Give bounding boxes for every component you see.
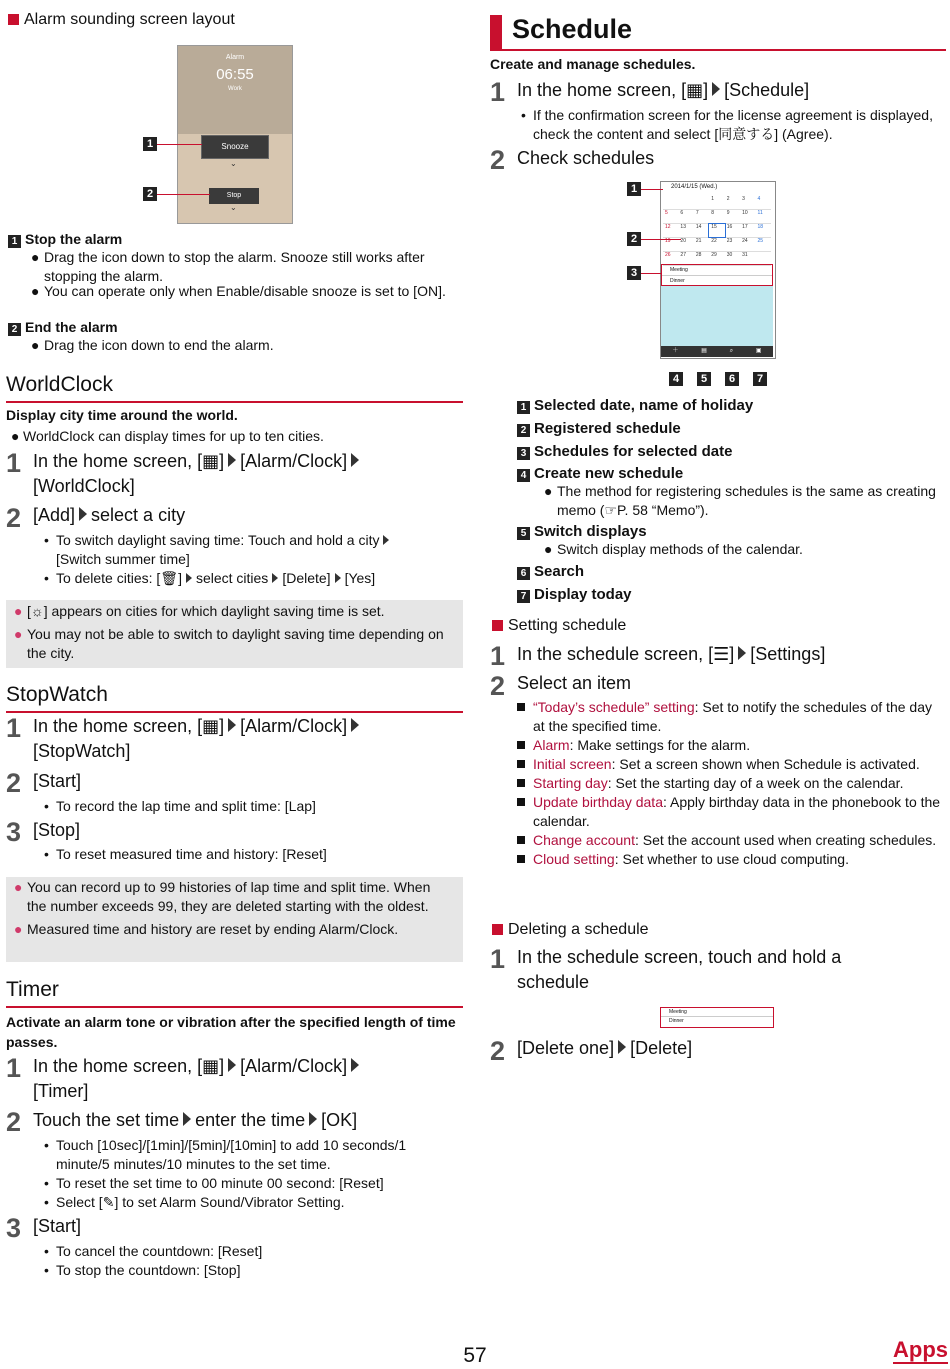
apps-icon: ▦ [686, 80, 704, 100]
alarm-layout-heading: Alarm sounding screen layout [8, 11, 235, 29]
switch-display-icon[interactable]: ▤ [701, 348, 707, 354]
page-reference-icon: ☞ [604, 502, 618, 518]
event-item[interactable]: Meeting [662, 265, 772, 276]
menu-icon: ☰ [713, 644, 730, 664]
step-number: 1 [490, 77, 506, 107]
callout-stop-bullet: ● You can operate only when Enable/disable snooze is set to [ON]. [31, 283, 446, 299]
stopwatch-step3-bullet: • To reset measured time and history: [Reset] [44, 846, 327, 862]
calendar-day[interactable] [678, 196, 693, 209]
callout-2: 2 Registered schedule [517, 419, 681, 439]
timer-step2-bullet: • Select [✎] to set Alarm Sound/Vibrator Setting. [44, 1194, 345, 1210]
callout-stop-bullet: ● Drag the icon down to stop the alarm. Snooze still works after stopping the alarm. [31, 249, 425, 284]
callout-3: 3 Schedules for selected date [517, 442, 732, 462]
apps-icon: ▦ [202, 716, 220, 736]
empty-area [661, 286, 773, 346]
calendar-day[interactable]: 5 [665, 210, 668, 216]
callout-line [641, 273, 661, 274]
timer-step3-bullet: • To cancel the countdown: [Reset] [44, 1243, 263, 1259]
calendar-day[interactable]: 24 [742, 238, 748, 244]
schedule-title: Schedule [512, 14, 633, 44]
step-number: 3 [6, 1213, 22, 1243]
calendar-day[interactable]: 3 [742, 196, 745, 202]
callout-line [641, 189, 663, 190]
setting-item: Change account: Set the account used when creating schedules. [533, 831, 946, 850]
calendar-day[interactable]: 25 [757, 238, 764, 244]
calendar-day[interactable]: 21 [695, 238, 702, 244]
callout-badge-1: 1 [8, 235, 21, 248]
step-number: 3 [6, 817, 22, 847]
add-icon[interactable]: ＋ [672, 348, 679, 354]
page-number: 57 [463, 1344, 487, 1367]
step-number: 1 [6, 1053, 22, 1083]
callout-4-bullet: ● The method for registering schedules is the same as creating memo (☞P. 58 “Memo”). [544, 483, 936, 518]
timer-step3: [Start] [33, 1216, 82, 1236]
calendar-day[interactable]: 20 [680, 238, 686, 244]
step-number: 1 [490, 944, 506, 974]
calendar-day[interactable]: 15 [709, 224, 724, 237]
schedule-list-image [660, 1007, 774, 1028]
schedule-step1: In the home screen, [▦] [Schedule] [517, 80, 810, 100]
alarm-screen-label: Alarm [225, 54, 245, 61]
callout-5: 5 Switch displays [517, 522, 647, 542]
callout-6: 6 Search [517, 562, 584, 582]
callout-end-title: 2 End the alarm [8, 319, 118, 336]
calendar-day[interactable]: 6 [680, 210, 684, 216]
calendar-day[interactable]: 2 [726, 196, 730, 202]
alarm-screen-sub: Work [228, 86, 242, 92]
stopwatch-heading: StopWatch [6, 683, 463, 713]
callout-badge-4: 4 [669, 372, 683, 386]
setting-item: “Today’s schedule” setting: Set to notify the schedules of the day at the specified time. [533, 698, 946, 736]
calendar-toolbar [661, 346, 773, 357]
step-number: 2 [490, 671, 506, 701]
calendar-day[interactable]: 9 [726, 210, 730, 216]
schedule-lead: Create and manage schedules. [490, 56, 696, 72]
setting-item: Cloud setting: Set whether to use cloud computing. [533, 850, 946, 869]
timer-step1: In the home screen, [▦] [Alarm/Clock] [Timer] [33, 1054, 453, 1104]
section-label: Apps [893, 1337, 948, 1362]
schedule-step1-bullet: • If the confirmation screen for the license agreement is displayed, check the content and select [同意する] (Agree). [521, 107, 933, 142]
stopwatch-note: ● You can record up to 99 histories of lap time and split time. When the number exceeds 99, they are deleted starting with the oldest. ● Measured time and history are reset by ending Alarm/Clock. [6, 877, 463, 962]
calendar-day[interactable]: 31 [742, 252, 748, 258]
timer-heading: Timer [6, 978, 463, 1008]
worldclock-step2: [Add] select a city [33, 505, 186, 525]
stopwatch-step2-bullet: • To record the lap time and split time: [Lap] [44, 798, 316, 814]
calendar-day[interactable]: 11 [757, 210, 763, 216]
calendar-day[interactable]: 12 [665, 224, 671, 230]
calendar-day[interactable]: 8 [711, 210, 715, 216]
sun-icon: ☼ [30, 603, 44, 619]
delete-step1: In the schedule screen, touch and hold a schedule [517, 947, 842, 992]
snooze-label: Snooze [221, 142, 249, 151]
callout-badge-1: 1 [627, 182, 641, 196]
deleting-schedule-heading: Deleting a schedule [492, 921, 649, 939]
stop-button[interactable] [209, 188, 259, 204]
callout-badge-7: 7 [753, 372, 767, 386]
setting-item: Starting day: Set the starting day of a week on the calendar. [533, 774, 946, 793]
calendar-day[interactable]: 13 [680, 224, 686, 230]
calendar-day[interactable]: 17 [742, 224, 748, 230]
schedule-heading-bar [490, 15, 946, 51]
calendar-grid [663, 196, 771, 266]
calendar-day[interactable]: 16 [726, 224, 733, 230]
worldclock-step2-bullet: • To delete cities: [🗑] select cities [Delete] [Yes] [44, 570, 376, 586]
step-number: 2 [6, 768, 22, 798]
setting-schedule-heading: Setting schedule [492, 617, 626, 635]
timer-step3-bullet: • To stop the countdown: [Stop] [44, 1262, 241, 1278]
callout-line [157, 194, 210, 195]
calendar-day[interactable] [663, 196, 678, 209]
step-number: 1 [6, 713, 22, 743]
delete-step2: [Delete one] [Delete] [517, 1038, 693, 1058]
callout-1: 1 Selected date, name of holiday [517, 396, 753, 416]
step-number: 2 [490, 1036, 506, 1066]
sound-settings-icon: ✎ [102, 1194, 115, 1210]
setting-item: Update birthday data: Apply birthday data in the phonebook to the calendar. [533, 793, 946, 831]
calendar-week [663, 196, 771, 210]
callout-badge-3: 3 [627, 266, 641, 280]
calendar-day[interactable]: 22 [711, 238, 717, 244]
timer-step2: Touch the set time enter the time [OK] [33, 1110, 358, 1130]
event-item[interactable]: Dinner [669, 1018, 684, 1024]
stopwatch-step3: [Stop] [33, 820, 81, 840]
event-item[interactable]: Meeting [661, 1008, 773, 1017]
calendar-day[interactable]: 29 [711, 252, 717, 258]
callout-end-bullet: ● Drag the icon down to end the alarm. [31, 337, 274, 353]
chevron-down-icon: ⌄ [230, 159, 237, 168]
worldclock-step1: In the home screen, [▦] [Alarm/Clock] [WorldClock] [33, 449, 453, 499]
worldclock-lead: Display city time around the world. [6, 407, 238, 423]
step-number: 2 [6, 503, 22, 533]
schedule-list [661, 264, 773, 286]
timer-step2-bullet: • Touch [10sec]/[1min]/[5min]/[10min] to add 10 seconds/1 minute/5 minutes/10 minutes to the set time. [44, 1137, 407, 1172]
worldclock-step2-bullet: • To switch daylight saving time: Touch and hold a city [Switch summer time] [56, 531, 456, 569]
calendar-day[interactable]: 14 [695, 224, 702, 230]
chevron-down-icon: ⌄ [230, 203, 237, 212]
calendar-screen-image [660, 181, 776, 359]
step-number: 1 [6, 448, 22, 478]
event-item[interactable]: Dinner [670, 278, 685, 284]
calendar-day[interactable]: 4 [757, 196, 761, 202]
alarm-screen-image [177, 45, 293, 224]
callout-badge-2: 2 [8, 323, 21, 336]
calendar-day[interactable]: 27 [680, 252, 686, 258]
setting-step2: Select an item [517, 673, 632, 693]
apps-icon: ▦ [202, 1056, 220, 1076]
calendar-day[interactable]: 26 [665, 252, 671, 258]
setting-step1: In the schedule screen, [☰] [Settings] [517, 644, 826, 664]
calendar-day[interactable]: 1 [711, 196, 715, 202]
calendar-week [663, 224, 771, 238]
setting-item: Alarm: Make settings for the alarm. [533, 736, 946, 755]
calendar-day[interactable]: 7 [695, 210, 699, 216]
calendar-day[interactable]: 18 [757, 224, 764, 230]
calendar-day[interactable]: 23 [726, 238, 733, 244]
schedule-step2: Check schedules [517, 148, 655, 168]
callout-7: 7 Display today [517, 585, 632, 605]
callout-badge-1: 1 [143, 137, 157, 151]
callout-badge-5: 5 [697, 372, 711, 386]
callout-5-bullet: ● Switch display methods of the calendar. [544, 541, 803, 557]
step-number: 2 [490, 145, 506, 175]
calendar-day[interactable]: 10 [742, 210, 748, 216]
step-number: 1 [490, 641, 506, 671]
callout-badge-6: 6 [725, 372, 739, 386]
timer-step2-bullet: • To reset the set time to 00 minute 00 second: [Reset] [44, 1175, 384, 1191]
today-icon[interactable]: ▣ [755, 348, 762, 354]
calendar-date: 2014/1/15 (Wed.) [671, 184, 718, 190]
calendar-day[interactable]: 19 [665, 238, 671, 244]
stop-label: Stop [226, 192, 242, 199]
calendar-week [663, 210, 771, 224]
stopwatch-step2: [Start] [33, 771, 82, 791]
worldclock-bullet: ● WorldClock can display times for up to ten cities. [11, 428, 324, 444]
stopwatch-step1: In the home screen, [▦] [Alarm/Clock] [StopWatch] [33, 714, 453, 764]
callout-badge-2: 2 [143, 187, 157, 201]
trash-icon: 🗑 [160, 570, 179, 586]
calendar-day[interactable]: 30 [726, 252, 733, 258]
worldclock-heading: WorldClock [6, 373, 463, 403]
calendar-week [663, 238, 771, 252]
setting-items [533, 698, 946, 869]
step-number: 2 [6, 1107, 22, 1137]
callout-stop-title: 1 Stop the alarm [8, 231, 122, 248]
snooze-button[interactable] [201, 135, 269, 159]
callout-line [641, 239, 681, 240]
setting-item: Initial screen: Set a screen shown when Schedule is activated. [533, 755, 946, 774]
alarm-screen-time: 06:55 [216, 66, 254, 83]
callout-4: 4 Create new schedule [517, 464, 683, 484]
callout-badge-2: 2 [627, 232, 641, 246]
calendar-day[interactable] [694, 196, 709, 209]
apps-icon: ▦ [202, 451, 220, 471]
heading-accent [490, 15, 502, 51]
worldclock-note: ● [☼] appears on cities for which daylight saving time is set. ● You may not be able to switch to daylight saving time depending on the city. [6, 600, 463, 668]
calendar-day[interactable]: 28 [695, 252, 702, 258]
callout-line [157, 144, 202, 145]
search-icon[interactable]: ⌕ [729, 348, 734, 354]
timer-lead: Activate an alarm tone or vibration after the specified length of time passes. [6, 1014, 456, 1050]
